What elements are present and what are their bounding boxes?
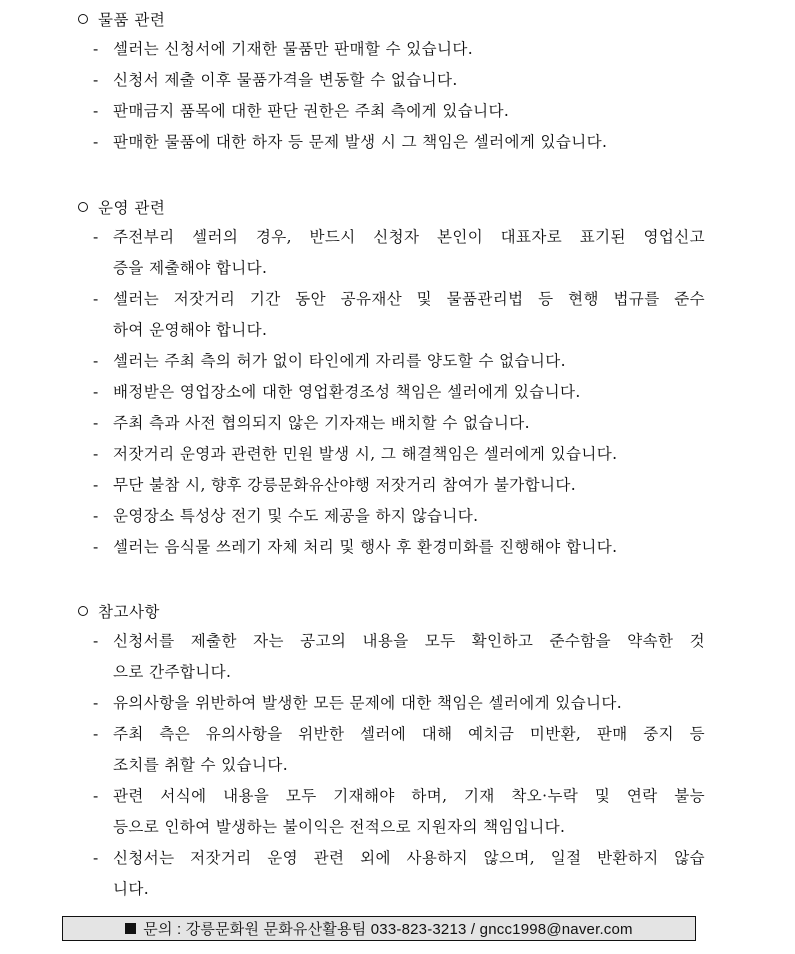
item-text: 셀러는 주최 측의 허가 없이 타인에게 자리를 양도할 수 없습니다. <box>113 352 566 370</box>
dash-bullet: - <box>93 538 99 556</box>
list-item <box>93 688 705 719</box>
dash-bullet: - <box>93 414 99 432</box>
item-text: 셀러는 음식물 쓰레기 자체 처리 및 행사 후 환경미화를 진행해야 합니다. <box>113 538 618 556</box>
section-heading <box>78 7 165 31</box>
item-text: 판매한 물품에 대한 하자 등 문제 발생 시 그 책임은 셀러에게 있습니다. <box>113 133 608 151</box>
list-item <box>93 284 705 346</box>
list-item <box>93 470 705 501</box>
list-item <box>93 127 705 158</box>
contact-box <box>62 916 696 941</box>
section-title: 참고사항 <box>98 603 160 621</box>
item-text-continued: 등으로 인하여 발생하는 불이익은 전적으로 지원자의 책임입니다. <box>113 818 566 836</box>
item-text: 주최 측과 사전 협의되지 않은 기자재는 배치할 수 없습니다. <box>113 414 530 432</box>
dash-bullet: - <box>93 40 99 58</box>
list-item <box>93 501 705 532</box>
circle-bullet-icon <box>78 14 88 24</box>
list-item <box>93 346 705 377</box>
item-text-continued: 하여 운영해야 합니다. <box>113 321 268 339</box>
dash-bullet: - <box>93 102 99 120</box>
item-text: 신청서를 제출한 자는 공고의 내용을 모두 확인하고 준수함을 약속한 것 <box>113 632 705 650</box>
dash-bullet: - <box>93 632 99 650</box>
item-text-continued: 증을 제출해야 합니다. <box>113 259 268 277</box>
item-text: 주전부리 셀러의 경우, 반드시 신청자 본인이 대표자로 표기된 영업신고 <box>113 228 705 246</box>
list-item <box>93 65 705 96</box>
section-title: 운영 관련 <box>98 199 166 217</box>
dash-bullet: - <box>93 290 99 308</box>
item-text: 저잣거리 운영과 관련한 민원 발생 시, 그 해결책임은 셀러에게 있습니다. <box>113 445 618 463</box>
item-text: 신청서 제출 이후 물품가격을 변동할 수 없습니다. <box>113 71 458 89</box>
item-text: 배정받은 영업장소에 대한 영업환경조성 책임은 셀러에게 있습니다. <box>113 383 581 401</box>
item-text-continued: 조치를 취할 수 있습니다. <box>113 756 289 774</box>
dash-bullet: - <box>93 694 99 712</box>
list-item <box>93 781 705 843</box>
item-text-continued: 니다. <box>113 880 150 898</box>
section-heading <box>78 599 160 623</box>
dash-bullet: - <box>93 71 99 89</box>
dash-bullet: - <box>93 476 99 494</box>
item-text: 셀러는 저잣거리 기간 동안 공유재산 및 물품관리법 등 현행 법규를 준수 <box>113 290 705 308</box>
item-text: 신청서는 저잣거리 운영 관련 외에 사용하지 않으며, 일절 반환하지 않습 <box>113 849 705 867</box>
dash-bullet: - <box>93 133 99 151</box>
circle-bullet-icon <box>78 202 88 212</box>
item-text: 판매금지 품목에 대한 판단 권한은 주최 측에게 있습니다. <box>113 102 510 120</box>
list-item <box>93 626 705 688</box>
list-item <box>93 377 705 408</box>
dash-bullet: - <box>93 725 99 743</box>
item-text: 주최 측은 유의사항을 위반한 셀러에 대해 예치금 미반환, 판매 중지 등 <box>113 725 705 743</box>
list-item <box>93 843 705 905</box>
item-text: 관련 서식에 내용을 모두 기재해야 하며, 기재 착오·누락 및 연락 불능 <box>113 787 705 805</box>
dash-bullet: - <box>93 352 99 370</box>
list-item <box>93 34 705 65</box>
square-bullet-icon <box>125 923 136 934</box>
section-heading <box>78 195 165 219</box>
list-item <box>93 532 705 563</box>
contact-text: 문의 : 강릉문화원 문화유산활용팀 033-823-3213 / gncc1998@naver.com <box>143 921 633 938</box>
item-text-continued: 으로 간주합니다. <box>113 663 232 681</box>
dash-bullet: - <box>93 445 99 463</box>
list-item <box>93 719 705 781</box>
item-text: 운영장소 특성상 전기 및 수도 제공을 하지 않습니다. <box>113 507 479 525</box>
item-text: 유의사항을 위반하여 발생한 모든 문제에 대한 책임은 셀러에게 있습니다. <box>113 694 623 712</box>
item-text: 무단 불참 시, 향후 강릉문화유산야행 저잣거리 참여가 불가합니다. <box>113 476 577 494</box>
dash-bullet: - <box>93 849 99 867</box>
list-item <box>93 408 705 439</box>
list-item <box>93 96 705 127</box>
section-title: 물품 관련 <box>98 11 166 29</box>
item-text: 셀러는 신청서에 기재한 물품만 판매할 수 있습니다. <box>113 40 474 58</box>
list-item <box>93 439 705 470</box>
dash-bullet: - <box>93 228 99 246</box>
circle-bullet-icon <box>78 606 88 616</box>
dash-bullet: - <box>93 383 99 401</box>
list-item <box>93 222 705 284</box>
dash-bullet: - <box>93 507 99 525</box>
dash-bullet: - <box>93 787 99 805</box>
